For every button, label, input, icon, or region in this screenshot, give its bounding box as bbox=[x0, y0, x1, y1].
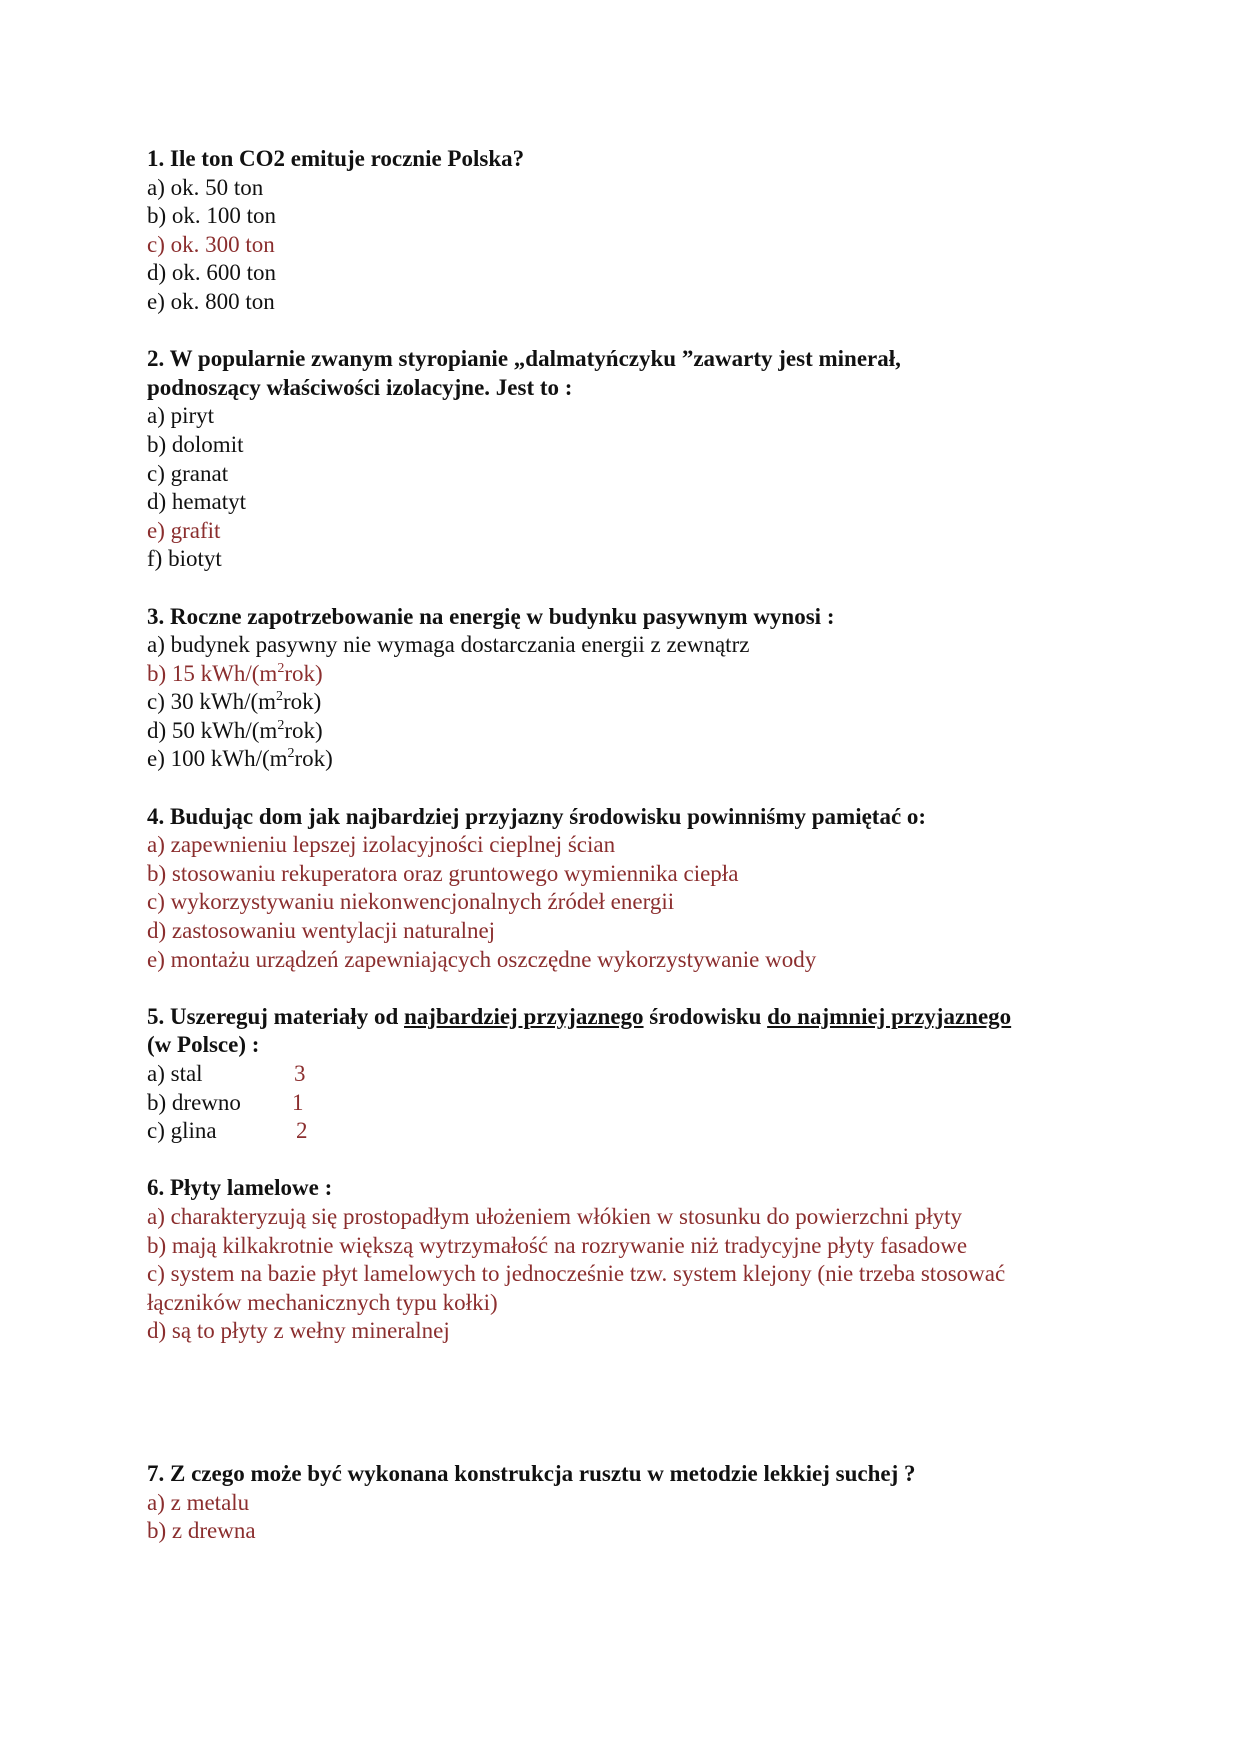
answer-option-correct: c) ok. 300 ton bbox=[147, 231, 275, 257]
answer-option-correct: d) zastosowaniu wentylacji naturalnej bbox=[147, 918, 496, 944]
answer-option-correct: d) są to płyty z wełny mineralnej bbox=[147, 1318, 450, 1344]
answer-option-correct: e) grafit bbox=[147, 517, 221, 543]
answer-option-correct: a) zapewnieniu lepszej izolacyjności cieplnej ścian bbox=[147, 832, 616, 858]
answer-option-correct: b) stosowaniu rekuperatora oraz gruntowego wymiennika ciepła bbox=[147, 860, 739, 886]
answer-option: b) ok. 100 ton bbox=[147, 203, 277, 229]
question-6 bbox=[147, 1174, 1107, 1346]
answer-option: d) 50 kWh/$(m^2rok)$ bbox=[147, 717, 323, 743]
question-title: 6. Płyty lamelowe : bbox=[147, 1175, 333, 1201]
answer-option: c) 30 kWh/$(m^2rok)$ bbox=[147, 689, 322, 715]
ranking-material: c) glina bbox=[147, 1118, 217, 1144]
ranking-number: 3 bbox=[294, 1061, 306, 1086]
answer-option: a) piryt bbox=[147, 403, 215, 429]
question-1 bbox=[147, 145, 1107, 317]
question-title: podnoszący właściwości izolacyjne. Jest to : bbox=[147, 374, 573, 400]
answer-option-correct: c) system na bazie płyt lamelowych to jednocześnie tzw. system klejony (nie trzeba stosować bbox=[147, 1261, 1006, 1287]
answer-option-correct: a) charakteryzują się prostopadłym ułożeniem włókien w stosunku do powierzchni płyty bbox=[147, 1203, 963, 1229]
answer-option-correct: e) montażu urządzeń zapewniających oszczędne wykorzystywanie wody bbox=[147, 946, 817, 972]
question-title: 4. Budując dom jak najbardziej przyjazny środowisku powinniśmy pamiętać o: bbox=[147, 803, 927, 829]
answer-option: f) biotyt bbox=[147, 546, 222, 572]
answer-option: e) 100 kWh/$(m^2rok)$ bbox=[147, 746, 333, 772]
answer-option: d) ok. 600 ton bbox=[147, 260, 277, 286]
question-3 bbox=[147, 603, 1107, 775]
question-title: 2. W popularnie zwanym styropianie „dalmatyńczyku ”zawarty jest minerał, bbox=[147, 346, 901, 372]
answer-option-correct: b) 15 kWh/$(m^2rok)$ bbox=[147, 660, 323, 686]
quiz-document bbox=[147, 145, 1107, 1546]
question-title: 1. Ile ton CO2 emituje rocznie Polska? bbox=[147, 146, 525, 171]
ranking-row bbox=[147, 1117, 1107, 1146]
answer-option: e) ok. 800 ton bbox=[147, 288, 275, 314]
answer-option: a) budynek pasywny nie wymaga dostarczania energii z zewnątrz bbox=[147, 632, 750, 658]
answer-option-correct: a) z metalu bbox=[147, 1489, 250, 1515]
answer-option: b) dolomit bbox=[147, 431, 244, 457]
answer-option: d) hematyt bbox=[147, 489, 246, 515]
answer-option-correct: c) wykorzystywaniu niekonwencjonalnych źródeł energii bbox=[147, 889, 675, 915]
question-title: 3. Roczne zapotrzebowanie na energię w budynku pasywnym wynosi : bbox=[147, 603, 835, 629]
ranking-row bbox=[147, 1060, 1107, 1089]
question-title: 5. Uszereguj materiały od najbardziej przyjaznego środowisku do najmniej przyjaznego bbox=[147, 1003, 1012, 1029]
ranking-number: 2 bbox=[296, 1118, 308, 1144]
answer-option-correct: łączników mechanicznych typu kołki) bbox=[147, 1289, 498, 1315]
ranking-row bbox=[147, 1089, 1107, 1118]
question-5 bbox=[147, 1003, 1107, 1146]
question-4 bbox=[147, 803, 1107, 975]
ranking-material: a) stal bbox=[147, 1061, 203, 1086]
answer-option-correct: b) mają kilkakrotnie większą wytrzymałość na rozrywanie niż tradycyjne płyty fasadowe bbox=[147, 1232, 968, 1258]
question-7 bbox=[147, 1460, 1107, 1546]
ranking-material: b) drewno bbox=[147, 1089, 241, 1115]
ranking-number: 1 bbox=[292, 1089, 304, 1115]
question-2 bbox=[147, 345, 1107, 574]
answer-option: a) ok. 50 ton bbox=[147, 174, 264, 200]
question-title: 7. Z czego może być wykonana konstrukcja rusztu w metodzie lekkiej suchej ? bbox=[147, 1460, 916, 1486]
question-title: (w Polsce) : bbox=[147, 1032, 260, 1058]
answer-option: c) granat bbox=[147, 460, 229, 486]
answer-option-correct: b) z drewna bbox=[147, 1518, 256, 1544]
